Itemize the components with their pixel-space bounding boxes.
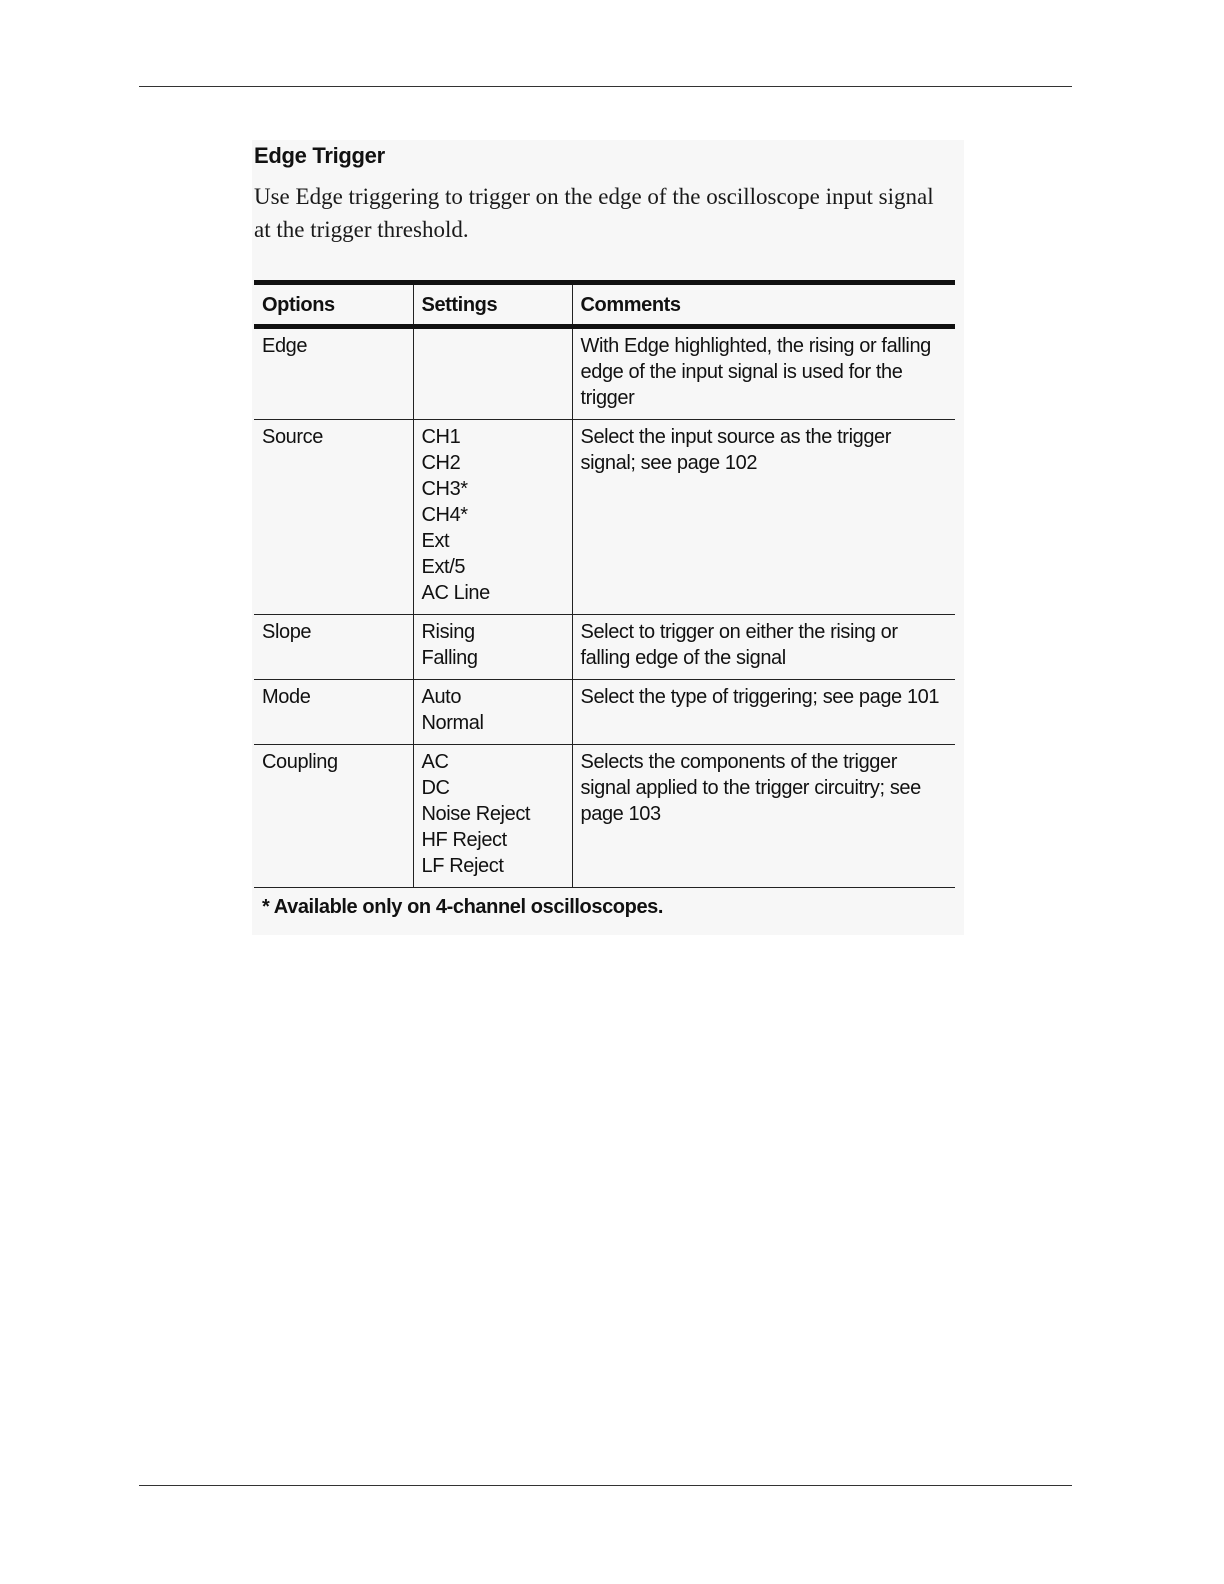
table-footnote: * Available only on 4-channel oscilloscopes. [262, 896, 664, 918]
setting-value: DC [421, 777, 450, 799]
setting-value: Falling [421, 647, 478, 669]
table-row-slope [254, 615, 955, 680]
setting-value: LF Reject [421, 855, 504, 877]
settings-cell [413, 680, 572, 745]
option-cell: Edge [262, 335, 308, 357]
setting-value: CH2 [421, 452, 461, 474]
setting-value: CH3* [421, 478, 468, 500]
settings-cell [413, 327, 572, 420]
setting-value: Ext/5 [421, 556, 466, 578]
option-cell: Mode [262, 686, 311, 708]
header-options: Options [262, 294, 335, 316]
footer-rule [139, 1485, 1072, 1486]
table-row-edge [254, 327, 955, 420]
setting-value: AC Line [421, 582, 490, 604]
option-cell: Coupling [262, 751, 338, 773]
setting-value: Noise Reject [421, 803, 531, 825]
table-row-coupling [254, 745, 955, 888]
setting-value: CH1 [421, 426, 461, 448]
header-settings: Settings [413, 283, 572, 327]
table-row-source [254, 420, 955, 615]
setting-value: Ext [421, 530, 450, 552]
comment-cell: With Edge highlighted, the rising or falling edge of the input signal is used for the trigger [572, 327, 955, 420]
settings-cell [413, 745, 572, 888]
setting-value: CH4* [421, 504, 468, 526]
setting-value: Normal [421, 712, 484, 734]
settings-cell [413, 420, 572, 615]
setting-value: AC [421, 751, 449, 773]
setting-value: Auto [421, 686, 462, 708]
settings-cell [413, 615, 572, 680]
option-cell: Slope [262, 621, 312, 643]
table-header-row [254, 283, 955, 327]
header-comments: Comments [572, 283, 955, 327]
section-title: Edge Trigger [254, 143, 385, 168]
edge-trigger-options-table [254, 280, 955, 888]
comment-cell: Select the input source as the trigger signal; see page 102 [572, 420, 955, 615]
table-row-mode [254, 680, 955, 745]
option-cell: Source [262, 426, 323, 448]
comment-cell: Select to trigger on either the rising or falling edge of the signal [572, 615, 955, 680]
header-rule [139, 86, 1072, 87]
setting-value: HF Reject [421, 829, 507, 851]
intro-paragraph: Use Edge triggering to trigger on the edge of the oscilloscope input signal at the trigger threshold. [254, 184, 934, 242]
comment-cell: Selects the components of the trigger signal applied to the trigger circuitry; see page 103 [572, 745, 955, 888]
setting-value: Rising [421, 621, 475, 643]
comment-cell: Select the type of triggering; see page 101 [572, 680, 955, 745]
